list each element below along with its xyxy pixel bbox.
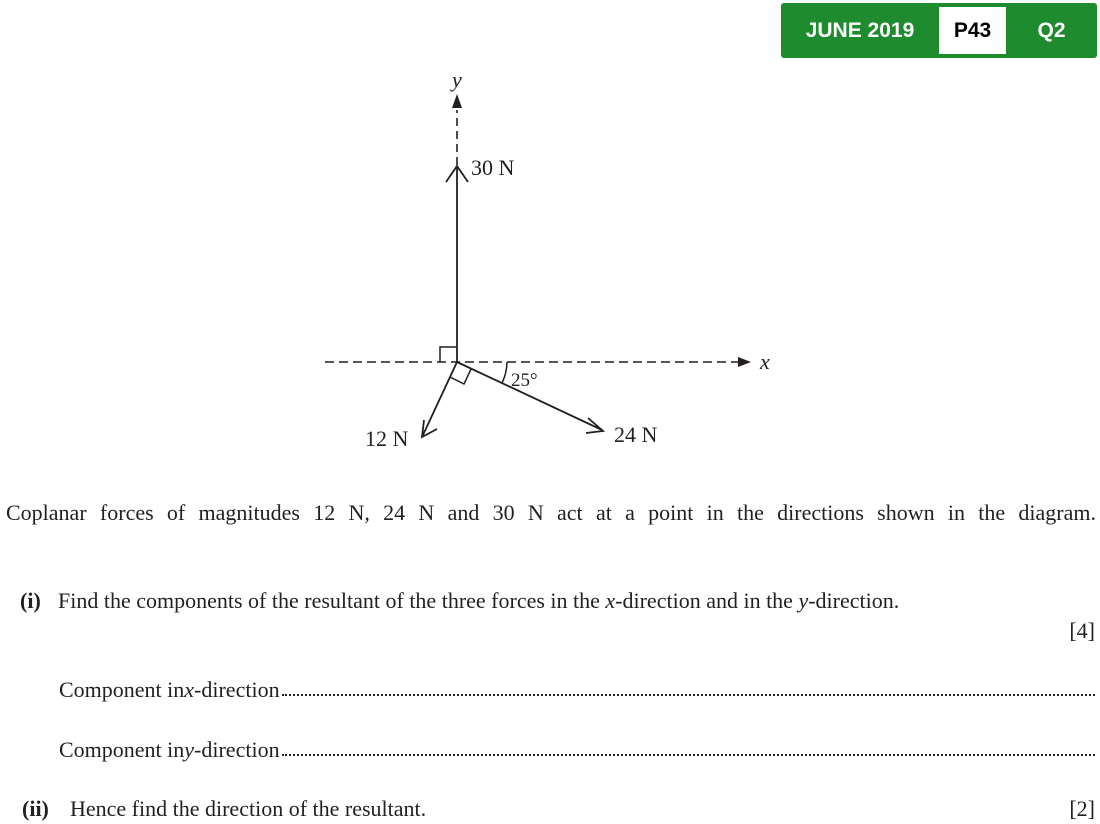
force-24n-label: 24 N (614, 422, 658, 447)
x-axis-arrowhead (738, 357, 751, 367)
force-12n-label: 12 N (365, 426, 409, 451)
part-ii-text: Hence find the direction of the resultant. (70, 796, 427, 821)
answer-y-dotted-line[interactable] (282, 754, 1095, 756)
y-axis-label: y (452, 67, 462, 92)
x-axis-label: x (760, 349, 770, 374)
part-i-label: (i) (20, 588, 41, 613)
part-i-var-x: x (605, 588, 616, 613)
part-i-text-b: -direction and in the (615, 588, 799, 613)
part-i-text-a: Find the components of the resultant of the three forces in the (58, 588, 606, 613)
answer-x-var: x (184, 677, 195, 702)
answer-line-x[interactable] (59, 677, 1095, 703)
question-number-label: Q2 (1037, 19, 1066, 42)
part-ii-marks: [2] (1069, 796, 1095, 821)
part-i-marks: [4] (1069, 618, 1095, 643)
answer-line-y[interactable] (59, 737, 1095, 763)
answer-y-suffix: -direction (194, 737, 280, 762)
paper-code-label: P43 (939, 7, 1006, 54)
part-i-text-c: -direction. (808, 588, 900, 613)
right-angle-marker-top (440, 347, 457, 362)
answer-y-prefix: Component in (59, 737, 185, 762)
question-intro: Coplanar forces of magnitudes 12 N, 24 N and 30 N act at a point in the directions shown in the diagram. (6, 500, 1096, 525)
force-30n-label: 30 N (471, 155, 515, 180)
part-i-text (58, 588, 899, 614)
y-axis-arrowhead (452, 94, 462, 108)
answer-y-var: y (184, 737, 195, 762)
part-ii-label: (ii) (22, 796, 49, 821)
answer-x-prefix: Component in (59, 677, 185, 702)
answer-x-dotted-line[interactable] (282, 694, 1095, 696)
exam-session-label: JUNE 2019 (805, 19, 915, 42)
answer-x-suffix: -direction (194, 677, 280, 702)
angle-arc (502, 362, 507, 383)
angle-label: 25° (511, 370, 538, 391)
force-12n-line (423, 362, 457, 435)
part-i-var-y: y (798, 588, 809, 613)
